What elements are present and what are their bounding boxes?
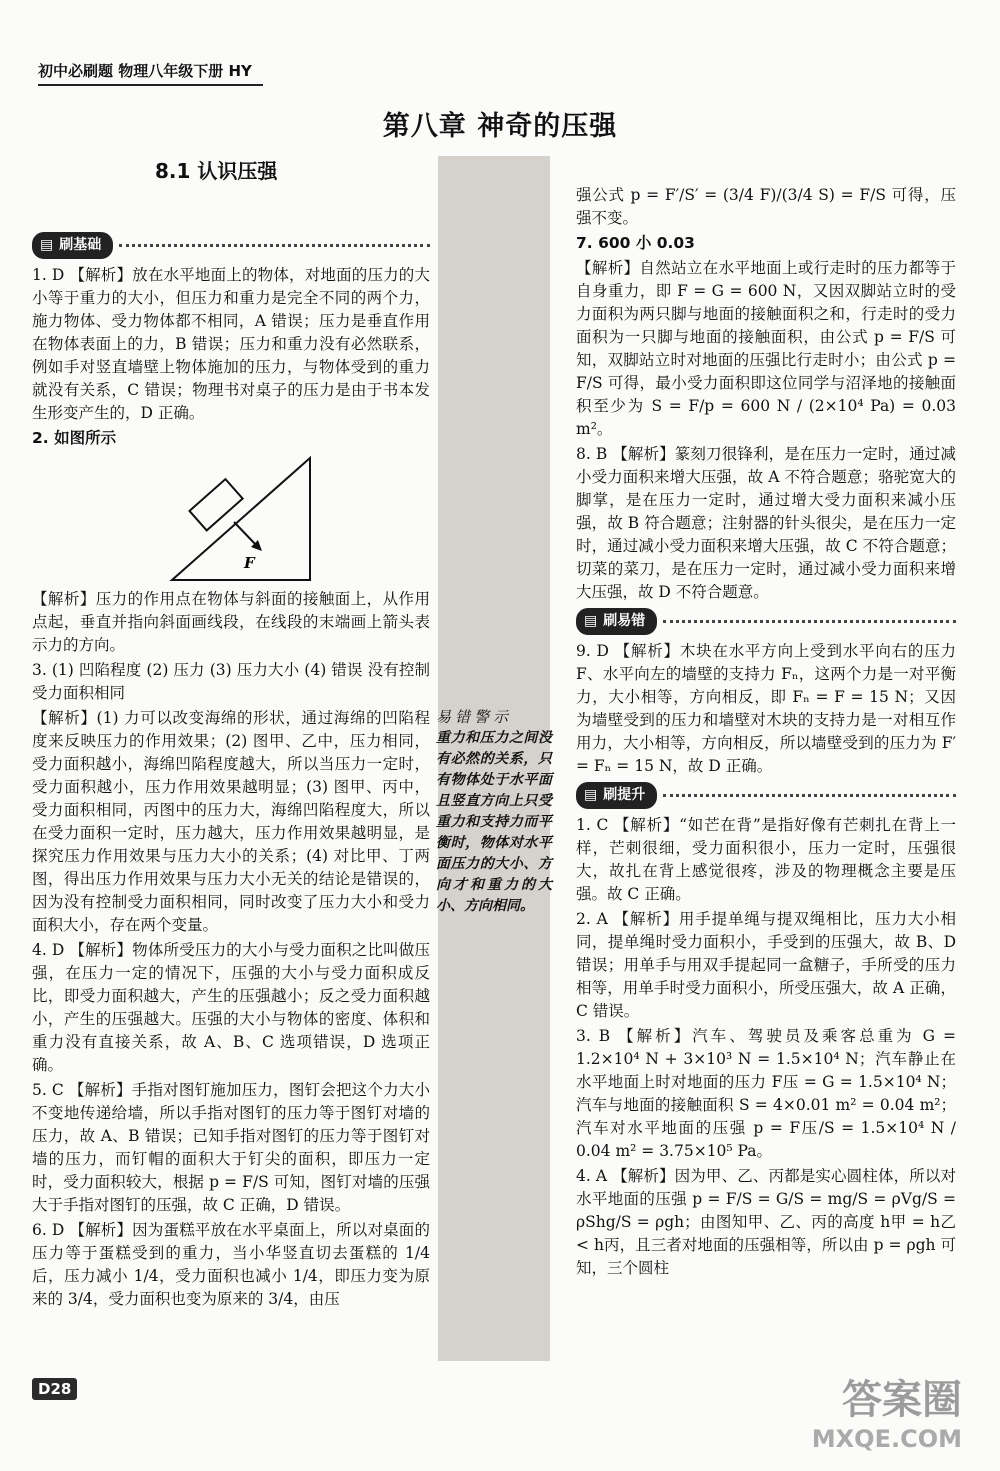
- chapter-title: 第八章 神奇的压强: [382, 111, 618, 142]
- badge-basic: ▤ 刷基础: [32, 232, 113, 259]
- answer-item: 1. C 【解析】“如芒在背”是指好像有芒刺扎在背上一样，芒刺很细，受力面积很小，压力一定时，压强很大，故扎在背上感觉很疼，涉及的物理概念主要是压强。故 C 正确。: [576, 816, 956, 903]
- badge-advanced: ▤ 刷提升: [576, 782, 657, 809]
- watermark-bottom: MXQE.COM: [811, 1425, 962, 1453]
- answer-item: 3. B 【解析】汽车、驾驶员及乘客总重为 G = 1.2×10⁴ N + 3×10³ N = 1.5×10⁴ N；汽车静止在水平地面上时对地面的压力 F压 = G = 1.5×10⁴ N；汽车与地面的接触面积 S = 4×0.01 m² = 0.04 m²；汽车对水平地面的压强 p = F压/S = 1.5×10⁴ N / 0.04 m² = 3.75×10⁵ Pa。: [576, 1027, 956, 1160]
- answer-item: 3. (1) 凹陷程度 (2) 压力 (3) 压力大小 (4) 错误 没有控制受力面积相同: [32, 661, 430, 702]
- header-rule: [38, 84, 263, 86]
- answer-item: 【解析】(1) 力可以改变海绵的形状，通过海绵的凹陷程度来反映压力的作用效果；(2) 图甲、乙中，压力相同，受力面积越小，海绵凹陷程度越大，所以当压力一定时，受力面积越小，压力作用效果越明显；(3) 图甲、丙中，受力面积相同，丙图中的压力大，海绵凹陷程度大，所以在受力面积一定时，压力越大，压力作用效果越明显，是探究压力作用效果与压力大小的关系；(4) 对比甲、丁两图，得出压力作用效果与压力大小无关的结论是错误的，因为没有控制受力面积相同，同时改变了压力大小和受力面积大小，存在两个变量。: [32, 709, 430, 934]
- answer-item: 【解析】压力的作用点在物体与斜面的接触面上，从作用点起，垂直并指向斜面画线段，在线段的末端画上箭头表示力的方向。: [32, 590, 430, 654]
- answer-item: 1. D 【解析】放在水平地面上的物体，对地面的压力的大小等于重力的大小，但压力和重力是完全不同的两个力，施力物体、受力物体都不相同，A 错误；压力是垂直作用在物体表面上的力，B 错误；压力和重力没有必然联系，例如手对竖直墙壁上物体施加的压力，与物体受到的重力就没有关系，C 错误；物理书对桌子的压力是由于书本发生形变产生的，D 正确。: [32, 266, 430, 422]
- note-body: 重力和压力之间没有必然的关系，只有物体处于水平面且竖直方向上只受重力和支持力而平衡时，物体对水平面压力的大小、方向才和重力的大小、方向相同。: [436, 730, 552, 914]
- badge-error: ▤ 刷易错: [576, 608, 657, 635]
- force-arrow: [234, 522, 258, 547]
- dotted-rule: [663, 620, 956, 623]
- page-number: D28: [32, 1378, 77, 1400]
- right-column: [576, 184, 956, 1282]
- answer-item: 强公式 p = F′/S′ = (3/4 F)/(3/4 S) = F/S 可得，压强不变。: [576, 186, 956, 227]
- badge-row-error: [576, 606, 956, 636]
- badge-row-basic: [32, 230, 430, 260]
- corner-watermark: [812, 1368, 962, 1453]
- note-title: 易错警示: [436, 708, 513, 726]
- answer-item: 2. 如图所示: [32, 429, 117, 447]
- answer-item: 9. D 【解析】木块在水平方向上受到水平向右的压力 F、水平向左的墙壁的支持力 Fₙ，这两个力是一对平衡力，大小相等，方向相反，即 Fₙ = F = 15 N；又因为墙壁受到的压力和墙壁对木块的支持力是一对相互作用力，大小相等，方向相反，所以墙壁受到的压力为 F′ = Fₙ = 15 N，故 D 正确。: [576, 642, 956, 775]
- answer-item: 8. B 【解析】篆刻刀很锋利，是在压力一定时，通过减小受力面积来增大压强，故 A 不符合题意；骆驼宽大的脚掌，是在压力一定时，通过增大受力面积来减小压强，故 B 符合题意；注射器的针头很尖，是在压力一定时，通过减小受力面积来增大压强，故 C 不符合题意；切菜的菜刀，是在压力一定时，通过减小受力面积来增大压强，故 D 不符合题意。: [576, 445, 956, 601]
- watermark-top: 答案圈: [842, 1377, 962, 1423]
- left-column: [32, 228, 430, 1313]
- book-icon: ▤: [584, 786, 598, 803]
- answer-item: 6. D 【解析】因为蛋糕平放在水平桌面上，所以对桌面的压力等于蛋糕受到的重力，当小华竖直切去蛋糕的 1/4 后，压力减小 1/4，受力面积也减小 1/4，即压力变为原来的 3/4，受力面积也变为原来的 3/4，由压: [32, 1221, 430, 1308]
- force-label: F: [244, 554, 255, 572]
- incline-triangle: [172, 458, 310, 580]
- mistake-warning-note: [436, 707, 552, 917]
- answer-item: 4. A 【解析】因为甲、乙、丙都是实心圆柱体，所以对水平地面的压强 p = F/S = G/S = mg/S = ρVg/S = ρShg/S = ρgh；由图知甲、乙、丙的高度 h甲 = h乙 < h丙，且三者对地面的压强相等，所以由 p = ρgh 可知，三个圆柱: [576, 1167, 956, 1277]
- incline-diagram: [162, 454, 332, 584]
- book-icon: ▤: [584, 612, 598, 629]
- answer-item: 2. A 【解析】用手提单绳与提双绳相比，压力大小相同，提单绳时受力面积小，手受到的压强大，故 B、D 错误；用单手与用双手提起同一盒糖子，手所受的压力相等，用单手时受力面积小，所受压强大，故 A 正确，C 错误。: [576, 910, 956, 1020]
- dotted-rule: [119, 244, 430, 247]
- dotted-rule: [663, 794, 956, 797]
- badge-row-advanced: [576, 780, 956, 810]
- book-icon: ▤: [40, 236, 54, 253]
- answer-item: 【解析】自然站立在水平地面上或行走时的压力都等于自身重力，即 F = G = 600 N，又因双脚站立时的受力面积为两只脚与地面的接触面积之和，行走时的受力面积为一只脚与地面的接触面积，由公式 p = F/S 可知，双脚站立时对地面的压强比行走时小；由公式 p = F/S 可得，最小受力面积即这位同学与沼泽地的接触面积至少为 S = F/p = 600 N / (2×10⁴ Pa) = 0.03 m²。: [576, 259, 956, 438]
- answer-item: 5. C 【解析】手指对图钉施加压力，图钉会把这个力大小不变地传递给墙，所以手指对图钉的压力等于图钉对墙的压力，故 A、B 错误；已知手指对图钉的压力等于图钉对墙的压力，而钉帽的面积大于钉尖的面积，即压力一定时，受力面积较大，根据 p = F/S 可知，图钉对墙的压强大于手指对图钉的压强，故 C 正确，D 错误。: [32, 1081, 430, 1214]
- section-title: 8.1 认识压强: [155, 159, 278, 183]
- answer-item: 7. 600 小 0.03: [576, 234, 695, 252]
- answer-item: 4. D 【解析】物体所受压力的大小与受力面积之比叫做压强，在压力一定的情况下，压强的大小与受力面积成反比，即受力面积越大，产生的压强越小；反之受力面积越小，产生的压强越大。压强的大小与物体的密度、体积和重力没有直接关系，故 A、B、C 选项错误，D 选项正确。: [32, 941, 430, 1074]
- running-header: 初中必刷题 物理八年级下册 HY: [38, 62, 252, 80]
